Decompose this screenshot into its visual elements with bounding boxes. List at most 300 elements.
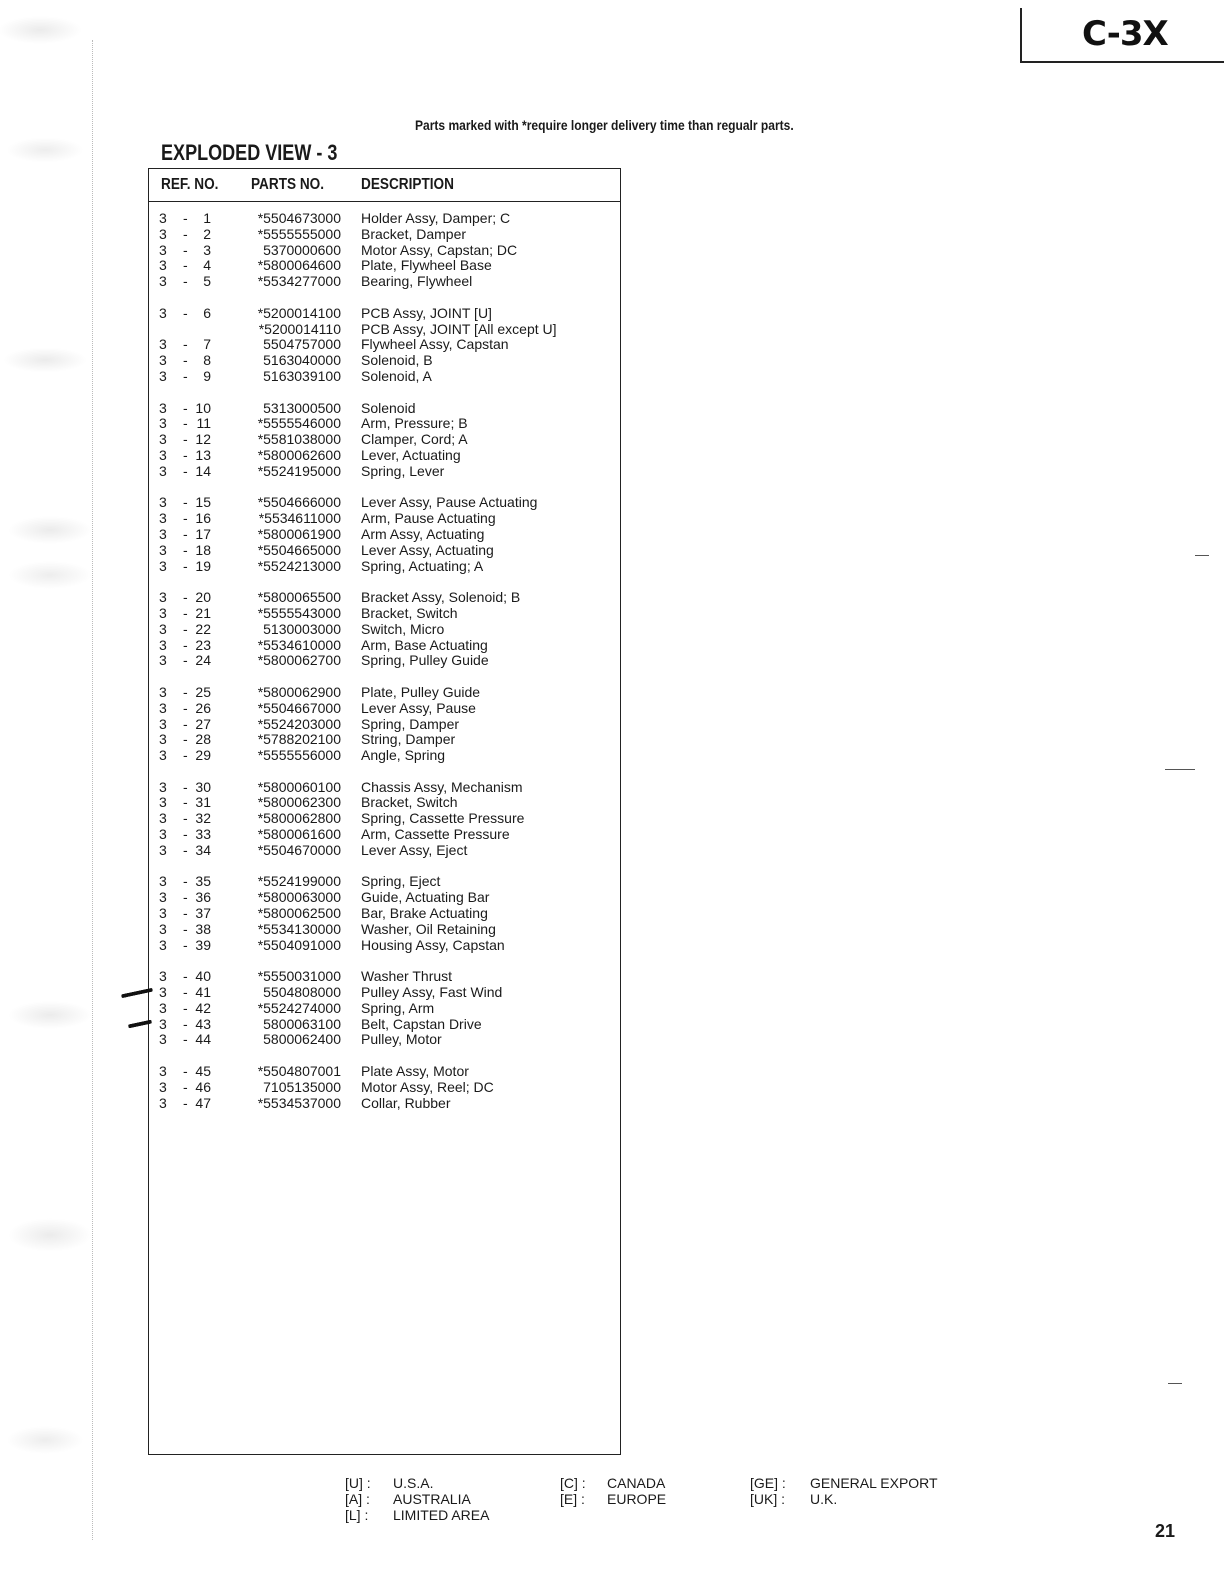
parts-no: 7105135000: [263, 1078, 341, 1095]
description: Clamper, Cord; A: [361, 431, 468, 448]
description: Chassis Assy, Mechanism: [361, 778, 523, 795]
parts-no: *5534537000: [257, 1094, 341, 1111]
table-row: [149, 559, 620, 575]
scan-speck: [1165, 769, 1195, 770]
ref-main: 3: [159, 841, 167, 858]
description: Lever, Actuating: [361, 446, 461, 463]
ref-dash: -: [183, 494, 188, 511]
ref-dash: -: [183, 747, 188, 764]
ref-sub: 42: [195, 999, 211, 1016]
ref-sub: 35: [195, 873, 211, 890]
parts-no: *5200014100: [257, 304, 341, 321]
ref-main: 3: [159, 747, 167, 764]
table-row: [149, 353, 620, 369]
description: Plate, Flywheel Base: [361, 257, 492, 274]
column-header-parts-no: PARTS NO.: [251, 176, 325, 193]
parts-no: 5130003000: [263, 620, 341, 637]
ref-sub: 44: [195, 1031, 211, 1048]
description: Bar, Brake Actuating: [361, 905, 488, 922]
ref-main: 3: [159, 431, 167, 448]
ref-dash: -: [183, 336, 188, 353]
ref-dash: -: [183, 683, 188, 700]
description: Spring, Eject: [361, 873, 441, 890]
legend-code: [E] :: [560, 1490, 585, 1507]
table-header: [149, 169, 620, 202]
ref-dash: -: [183, 541, 188, 558]
ref-dash: -: [183, 604, 188, 621]
row-group: [149, 1064, 620, 1111]
parts-no: *5504673000: [257, 210, 341, 226]
parts-no: *5534277000: [257, 273, 341, 290]
ref-main: 3: [159, 273, 167, 290]
description: Solenoid, B: [361, 352, 433, 369]
description: Spring, Pulley Guide: [361, 652, 489, 669]
description: Guide, Actuating Bar: [361, 889, 490, 906]
table-row: [149, 906, 620, 922]
ref-dash: -: [183, 905, 188, 922]
legend-code: [U] :: [345, 1475, 371, 1491]
ref-sub: 11: [196, 415, 211, 432]
ref-main: 3: [159, 589, 167, 606]
legend-region-name: CANADA: [607, 1475, 666, 1491]
description: Bearing, Flywheel: [361, 273, 473, 290]
column-header-description: DESCRIPTION: [361, 176, 454, 193]
ref-main: 3: [159, 525, 167, 542]
table-row: [149, 969, 620, 985]
description: Spring, Actuating; A: [361, 557, 484, 574]
parts-no: 5504757000: [263, 336, 341, 353]
ref-sub: 39: [195, 936, 211, 953]
description: Arm, Cassette Pressure: [361, 826, 510, 843]
parts-no: *5524195000: [257, 462, 341, 479]
ref-main: 3: [159, 494, 167, 511]
ref-dash: -: [183, 446, 188, 463]
legend-region-name: U.K.: [810, 1490, 838, 1507]
parts-no: *5534130000: [257, 920, 341, 937]
table-row: [149, 653, 620, 669]
legend-code: [GE] :: [750, 1475, 786, 1491]
ref-main: 3: [159, 968, 167, 985]
ref-dash: -: [183, 715, 188, 732]
parts-no: *5800062800: [257, 810, 341, 827]
description: Bracket Assy, Solenoid; B: [361, 589, 521, 606]
ref-main: 3: [159, 620, 167, 637]
description: Lever Assy, Actuating: [361, 541, 494, 558]
ref-sub: 24: [195, 652, 211, 669]
parts-no: *5200014110: [258, 320, 341, 337]
parts-no: *5504807001: [257, 1063, 341, 1080]
ref-sub: 1: [203, 210, 211, 226]
table-row: [149, 401, 620, 417]
parts-no: *5788202100: [257, 731, 341, 748]
parts-no: *5800062600: [257, 446, 341, 463]
table-row: [149, 811, 620, 827]
ref-main: 3: [159, 810, 167, 827]
ref-dash: -: [183, 699, 188, 716]
ref-sub: 27: [195, 715, 211, 732]
ref-sub: 3: [203, 241, 211, 258]
ref-dash: -: [183, 1078, 188, 1095]
ref-dash: -: [183, 936, 188, 953]
ref-sub: 4: [203, 257, 211, 274]
legend-code: [C] :: [560, 1475, 586, 1491]
ref-dash: -: [183, 589, 188, 606]
ref-main: 3: [159, 905, 167, 922]
description: Spring, Lever: [361, 462, 445, 479]
ref-main: 3: [159, 1094, 167, 1111]
ref-dash: -: [183, 968, 188, 985]
parts-no: *5555555000: [257, 225, 341, 242]
parts-no: *5504670000: [257, 841, 341, 858]
ref-sub: 21: [195, 604, 211, 621]
ref-dash: -: [183, 636, 188, 653]
ref-sub: 22: [195, 620, 211, 637]
page-number: 21: [1155, 1521, 1176, 1541]
ref-main: 3: [159, 889, 167, 906]
table-row: [149, 922, 620, 938]
row-group: [149, 874, 620, 953]
table-row: [149, 1096, 620, 1112]
ref-dash: -: [183, 1094, 188, 1111]
legend-region-name: AUSTRALIA: [393, 1490, 471, 1507]
parts-no: *5581038000: [257, 431, 341, 448]
ref-sub: 6: [203, 304, 211, 321]
ref-sub: 43: [195, 1015, 211, 1032]
row-group: [149, 590, 620, 669]
parts-table: [148, 168, 621, 1455]
ref-main: 3: [159, 778, 167, 795]
description: Plate, Pulley Guide: [361, 683, 481, 700]
description: Lever Assy, Eject: [361, 841, 468, 858]
row-group: [149, 969, 620, 1048]
parts-no: *5550031000: [257, 968, 341, 985]
row-group: [149, 211, 620, 290]
ref-sub: 20: [195, 589, 211, 606]
ref-main: 3: [159, 999, 167, 1016]
ref-main: 3: [159, 699, 167, 716]
parts-no: *5800062700: [257, 652, 341, 669]
table-row: [149, 337, 620, 353]
ref-dash: -: [183, 431, 188, 448]
description: Arm, Pause Actuating: [361, 510, 496, 527]
table-row: [149, 448, 620, 464]
ref-main: 3: [159, 920, 167, 937]
parts-no: *5504666000: [257, 494, 341, 511]
ref-sub: 41: [195, 984, 211, 1001]
description: Bracket, Switch: [361, 794, 458, 811]
table-row: [149, 732, 620, 748]
column-header-ref-no: REF. NO.: [161, 176, 219, 193]
description: Lever Assy, Pause: [361, 699, 476, 716]
parts-no: 5163039100: [263, 367, 341, 384]
legend-region-name: EUROPE: [607, 1490, 667, 1507]
table-row: [149, 748, 620, 764]
table-row: [149, 527, 620, 543]
parts-no: *5800063000: [257, 889, 341, 906]
table-row: [149, 985, 620, 1001]
ref-sub: 40: [195, 968, 211, 985]
section-title: EXPLODED VIEW - 3: [161, 140, 338, 165]
ref-main: 3: [159, 352, 167, 369]
parts-no: *5555546000: [257, 415, 341, 432]
table-row: [149, 890, 620, 906]
ref-main: 3: [159, 794, 167, 811]
legend-code: [UK] :: [750, 1490, 786, 1507]
parts-no: *5524199000: [257, 873, 341, 890]
parts-no: 5504808000: [263, 984, 341, 1001]
delivery-notice: Parts marked with *require longer delivery time than regualr parts.: [415, 117, 794, 133]
ref-dash: -: [183, 810, 188, 827]
ref-dash: -: [183, 889, 188, 906]
ref-main: 3: [159, 462, 167, 479]
parts-no: *5534611000: [258, 510, 341, 527]
description: Pulley, Motor: [361, 1031, 442, 1048]
ref-sub: 7: [203, 336, 211, 353]
table-row: [149, 227, 620, 243]
parts-no: *5524274000: [257, 999, 341, 1016]
ref-dash: -: [183, 257, 188, 274]
ref-dash: -: [183, 367, 188, 384]
table-row: [149, 638, 620, 654]
ref-main: 3: [159, 446, 167, 463]
description: Spring, Cassette Pressure: [361, 810, 525, 827]
ref-sub: 14: [195, 462, 211, 479]
description: Pulley Assy, Fast Wind: [361, 984, 503, 1001]
table-row: [149, 606, 620, 622]
description: Housing Assy, Capstan: [361, 936, 505, 953]
ref-sub: 45: [195, 1063, 211, 1080]
parts-no: 5163040000: [263, 352, 341, 369]
ref-dash: -: [183, 352, 188, 369]
description: Bracket, Switch: [361, 604, 458, 621]
description: Arm Assy, Actuating: [361, 525, 485, 542]
table-row: [149, 1032, 620, 1048]
ref-sub: 31: [195, 794, 211, 811]
table-row: [149, 717, 620, 733]
row-group: [149, 780, 620, 859]
ref-main: 3: [159, 210, 167, 226]
ref-dash: -: [183, 731, 188, 748]
ref-sub: 16: [195, 510, 211, 527]
legend-code: [L] :: [345, 1506, 369, 1523]
ref-sub: 46: [195, 1078, 211, 1095]
table-row: [149, 464, 620, 480]
table-row: [149, 511, 620, 527]
ref-sub: 28: [195, 731, 211, 748]
ref-main: 3: [159, 304, 167, 321]
ref-main: 3: [159, 873, 167, 890]
ref-dash: -: [183, 873, 188, 890]
ref-sub: 10: [195, 399, 211, 416]
parts-no: *5534610000: [257, 636, 341, 653]
ref-dash: -: [183, 225, 188, 242]
ref-main: 3: [159, 399, 167, 416]
parts-no: *5524213000: [257, 557, 341, 574]
ref-dash: -: [183, 920, 188, 937]
ref-main: 3: [159, 557, 167, 574]
table-row: [149, 1080, 620, 1096]
ref-main: 3: [159, 731, 167, 748]
ref-main: 3: [159, 257, 167, 274]
ref-main: 3: [159, 336, 167, 353]
ref-dash: -: [183, 462, 188, 479]
description: Motor Assy, Capstan; DC: [361, 241, 518, 258]
table-row: [149, 874, 620, 890]
ref-sub: 25: [195, 683, 211, 700]
ref-main: 3: [159, 984, 167, 1001]
ref-dash: -: [183, 210, 188, 226]
description: Solenoid: [361, 399, 416, 416]
ref-dash: -: [183, 525, 188, 542]
table-row: [149, 1017, 620, 1033]
table-row: [149, 369, 620, 385]
scan-edge-line: [92, 40, 93, 1540]
ref-dash: -: [183, 841, 188, 858]
description: Angle, Spring: [361, 747, 446, 764]
ref-sub: 33: [195, 826, 211, 843]
ref-main: 3: [159, 225, 167, 242]
ref-sub: 34: [195, 841, 211, 858]
table-row: [149, 1001, 620, 1017]
description: Arm, Base Actuating: [361, 636, 488, 653]
parts-no: *5800061900: [257, 525, 341, 542]
ref-main: 3: [159, 1078, 167, 1095]
ref-sub: 18: [195, 541, 211, 558]
table-row: [149, 274, 620, 290]
scan-speck: [1168, 1383, 1182, 1384]
ref-dash: -: [183, 241, 188, 258]
legend-region-name: GENERAL EXPORT: [810, 1475, 938, 1491]
table-row: [149, 258, 620, 274]
description: Motor Assy, Reel; DC: [361, 1078, 494, 1095]
ref-sub: 15: [195, 494, 211, 511]
parts-no: *5800064600: [257, 257, 341, 274]
ref-main: 3: [159, 1063, 167, 1080]
ref-dash: -: [183, 273, 188, 290]
table-row: [149, 495, 620, 511]
ref-dash: -: [183, 399, 188, 416]
ref-dash: -: [183, 1015, 188, 1032]
description: Flywheel Assy, Capstan: [361, 336, 509, 353]
ref-main: 3: [159, 1015, 167, 1032]
description: Washer, Oil Retaining: [361, 920, 496, 937]
ref-sub: 2: [203, 225, 211, 242]
row-group: [149, 401, 620, 480]
ref-main: 3: [159, 826, 167, 843]
ref-dash: -: [183, 1031, 188, 1048]
ref-main: 3: [159, 510, 167, 527]
ref-sub: 17: [195, 525, 211, 542]
model-label: C-3X: [1082, 14, 1168, 54]
table-row: [149, 701, 620, 717]
parts-no: *5555543000: [257, 604, 341, 621]
legend-code: [A] :: [345, 1490, 370, 1507]
scan-edge-noise: [0, 0, 100, 1585]
description: Spring, Arm: [361, 999, 435, 1016]
description: Switch, Micro: [361, 620, 445, 637]
table-row: [149, 322, 620, 338]
description: PCB Assy, JOINT [U]: [361, 304, 492, 321]
parts-no: *5524203000: [257, 715, 341, 732]
ref-main: 3: [159, 415, 167, 432]
parts-no: 5370000600: [263, 241, 341, 258]
ref-dash: -: [183, 984, 188, 1001]
parts-no: *5800061600: [257, 826, 341, 843]
parts-no: *5504667000: [257, 699, 341, 716]
ref-sub: 5: [203, 273, 211, 290]
description: Arm, Pressure; B: [361, 415, 468, 432]
ref-dash: -: [183, 415, 188, 432]
ref-dash: -: [183, 557, 188, 574]
ref-sub: 9: [203, 367, 211, 384]
ref-main: 3: [159, 541, 167, 558]
ref-sub: 32: [195, 810, 211, 827]
table-row: [149, 1064, 620, 1080]
ref-main: 3: [159, 636, 167, 653]
description: Lever Assy, Pause Actuating: [361, 494, 538, 511]
ref-dash: -: [183, 826, 188, 843]
description: PCB Assy, JOINT [All except U]: [361, 320, 557, 337]
parts-no: *5800062900: [257, 683, 341, 700]
table-row: [149, 795, 620, 811]
ref-sub: 37: [195, 905, 211, 922]
ref-sub: 36: [195, 889, 211, 906]
ref-main: 3: [159, 936, 167, 953]
parts-no: 5800063100: [263, 1015, 341, 1032]
ref-dash: -: [183, 620, 188, 637]
table-row: [149, 416, 620, 432]
ref-sub: 23: [195, 636, 211, 653]
ref-main: 3: [159, 683, 167, 700]
parts-no: *5800062500: [257, 905, 341, 922]
ref-dash: -: [183, 778, 188, 795]
description: String, Damper: [361, 731, 456, 748]
ref-main: 3: [159, 604, 167, 621]
parts-no: *5800065500: [257, 589, 341, 606]
description: Collar, Rubber: [361, 1094, 451, 1111]
table-row: [149, 685, 620, 701]
description: Holder Assy, Damper; C: [361, 210, 511, 226]
ref-dash: -: [183, 510, 188, 527]
legend-region-name: LIMITED AREA: [393, 1506, 490, 1523]
scan-speck: [1195, 555, 1209, 556]
table-body: [149, 211, 620, 1127]
ref-main: 3: [159, 367, 167, 384]
table-row: [149, 243, 620, 259]
table-row: [149, 938, 620, 954]
ref-main: 3: [159, 241, 167, 258]
description: Belt, Capstan Drive: [361, 1015, 482, 1032]
description: Bracket, Damper: [361, 225, 467, 242]
table-row: [149, 590, 620, 606]
ref-main: 3: [159, 1031, 167, 1048]
table-row: [149, 780, 620, 796]
ref-sub: 8: [203, 352, 211, 369]
description: Plate Assy, Motor: [361, 1063, 469, 1080]
table-row: [149, 622, 620, 638]
ref-main: 3: [159, 715, 167, 732]
ref-sub: 30: [195, 778, 211, 795]
ref-sub: 13: [195, 446, 211, 463]
ref-sub: 47: [195, 1094, 211, 1111]
ref-sub: 29: [195, 747, 211, 764]
parts-no: *5504091000: [257, 936, 341, 953]
row-group: [149, 685, 620, 764]
table-row: [149, 843, 620, 859]
ref-sub: 26: [195, 699, 211, 716]
table-row: [149, 432, 620, 448]
table-row: [149, 211, 620, 227]
